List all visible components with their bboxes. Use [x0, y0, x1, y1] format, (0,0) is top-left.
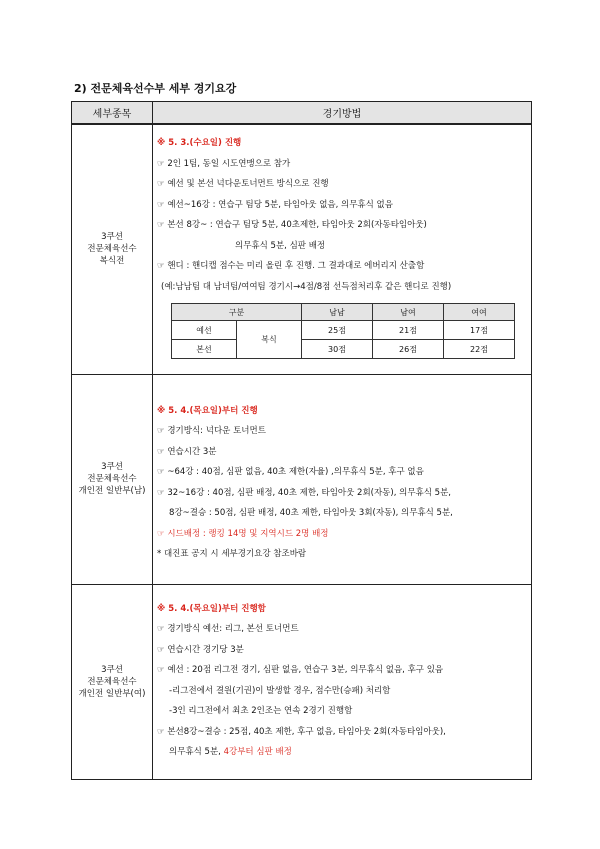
rule-line: ☞ 예선 및 본선 넉다운토너먼트 방식으로 진행: [157, 179, 329, 189]
handicap-type: 복식: [237, 321, 302, 359]
event-line: 3쿠션: [101, 462, 123, 472]
event-line: 전문체육선수: [87, 474, 137, 484]
rule-line: ☞ 2인 1팀, 동일 시도연맹으로 참가: [157, 158, 291, 169]
referee-note: 4강부터 심판 배정: [223, 747, 292, 757]
seed-rule-line: ☞ 시드배정 : 랭킹 14명 및 지역시드 2명 배정: [157, 528, 329, 539]
header-method: 경기방법: [153, 102, 532, 125]
event-line: 전문체육선수: [87, 676, 137, 687]
schedule-title: ※ 5. 3.(수요일) 진행: [157, 138, 242, 148]
rule-line: (예:남남팀 대 남녀팀/여여팀 경기시→4점/8점 선득점처리후 같은 핸디로 진행): [161, 281, 452, 292]
handicap-value: 21점: [373, 321, 444, 340]
rule-line: ☞ 예선 : 20점 리그전 경기, 심판 없음, 연습구 3분, 의무휴식 없음, 후구 있음: [157, 665, 444, 675]
rule-line: -리그전에서 결원(기권)이 발생할 경우, 점수만(승패) 처리함: [169, 685, 391, 696]
method-cell: [153, 584, 532, 779]
rule-text: 의무휴식 5분,: [169, 747, 224, 757]
rule-line: 8강~결승 : 50점, 심판 배정, 40초 제한, 타임아웃 3회(자동), 의무휴식 5분,: [169, 508, 453, 518]
rule-line: -3인 리그전에서 최초 2인조는 연속 2경기 진행함: [169, 706, 353, 716]
competition-rules-table: [71, 101, 532, 780]
handicap-header: 남여: [373, 304, 444, 321]
event-cell: [72, 584, 153, 779]
handicap-stage: 본선: [172, 340, 237, 359]
event-line: 개인전 일반부(여): [78, 688, 146, 699]
handicap-value: 26점: [373, 340, 444, 359]
rule-line: ☞ 본선8강~결승 : 25점, 40초 제한, 후구 없음, 타임아웃 2회(자동타임아웃),: [157, 726, 446, 737]
header-event: 세부종목: [72, 102, 153, 125]
rule-line: ☞ 연습시간 3분: [157, 446, 217, 457]
method-cell: [153, 124, 532, 374]
table-row: [72, 124, 532, 374]
schedule-title: ※ 5. 4.(목요일)부터 진행함: [157, 603, 266, 614]
handicap-header: 구분: [172, 304, 302, 321]
rule-line: ☞ 경기방식: 넉다운 토너먼트: [157, 426, 266, 436]
method-cell: [153, 374, 532, 584]
event-line: 전문체육선수: [87, 244, 137, 255]
event-line: 개인전 일반부(남): [78, 486, 146, 496]
table-row: [72, 584, 532, 779]
notice-line: * 대진표 공지 시 세부경기요강 참조바람: [157, 549, 307, 559]
event-line: 3쿠션: [101, 232, 123, 243]
handicap-value: 22점: [444, 340, 515, 359]
handicap-header: 남남: [302, 304, 373, 321]
rule-line: 의무휴식 5분, 심판 배정: [235, 240, 326, 251]
section-heading: 2) 전문체육선수부 세부 경기요강: [74, 82, 237, 95]
handicap-stage: 예선: [172, 321, 237, 340]
rule-line: ☞ ~64강 : 40점, 심판 없음, 40초 제한(자율) ,의무휴식 5분, 후구 없음: [157, 467, 424, 477]
table-row: [72, 374, 532, 584]
handicap-table: [171, 303, 515, 359]
handicap-value: 25점: [302, 321, 373, 340]
rule-line: ☞ 32~16강 : 40점, 심판 배정, 40초 제한, 타임아웃 2회(자동), 의무휴식 5분,: [157, 487, 451, 498]
event-line: 3쿠션: [101, 664, 123, 675]
schedule-title: ※ 5. 4.(목요일)부터 진행: [157, 405, 258, 416]
rule-line: ☞ 본선 8강~ : 연습구 팀당 5분, 40초제한, 타임아웃 2회(자동타임아웃): [157, 220, 427, 230]
rule-line: ☞ 연습시간 경기당 3분: [157, 644, 244, 655]
rule-line: ☞ 예선~16강 : 연습구 팀당 5분, 타임아웃 없음, 의무휴식 없음: [157, 199, 393, 210]
rule-line: [157, 742, 531, 763]
handicap-value: 17점: [444, 321, 515, 340]
rule-line: ☞ 핸디 : 핸디캡 점수는 미리 올린 후 진행. 그 결과대로 에버리지 산출함: [157, 261, 425, 271]
handicap-value: 30점: [302, 340, 373, 359]
event-line: 복식전: [99, 256, 125, 267]
handicap-header: 여여: [444, 304, 515, 321]
event-cell: [72, 124, 153, 374]
event-cell: [72, 374, 153, 584]
rule-line: ☞ 경기방식 예선: 리그, 본선 토너먼트: [157, 624, 299, 634]
